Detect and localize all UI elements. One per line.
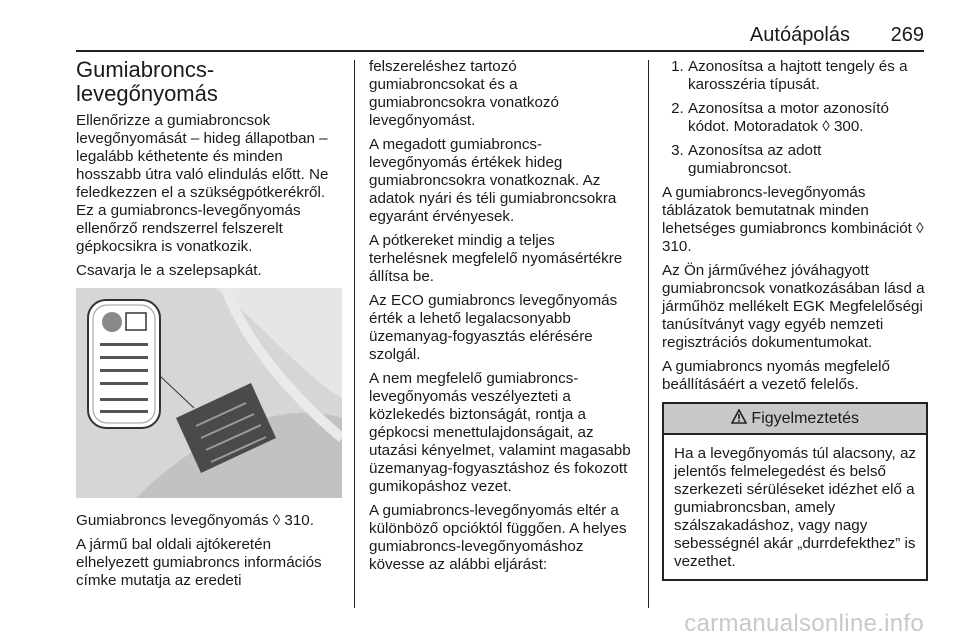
watermark: carmanualsonline.info <box>684 610 924 637</box>
paragraph: A gumiabroncs-levegőnyomás eltér a különböző opcióktól függően. A helyes gumiabroncs-levegőnyomáshoz kövesse az alábbi eljárást: <box>369 502 627 573</box>
paragraph: A nem megfelelő gumiabroncs-levegőnyomás veszélyezteti a közlekedés biztonságát, rontja a gépkocsi menettulajdonságait, az utazási kényelmet, valamint magasabb üzemanyag-fogyasztáshoz és fokozott gumikopáshoz vezet. <box>369 370 631 495</box>
paragraph: A jármű bal oldali ajtókeretén elhelyezett gumiabroncs információs címke mutatja az eredeti <box>76 536 322 589</box>
paragraph: A pótkereket mindig a teljes terhelésnek megfelelő nyomásértékre állítsa be. <box>369 232 623 285</box>
figure-caption: Gumiabroncs levegőnyomás ◊ 310. <box>76 512 314 529</box>
paragraph: Csavarja le a szelepsapkát. <box>76 262 262 279</box>
paragraph: Ellenőrizze a gumiabroncsok levegőnyomását – hideg állapotban – legalább kéthetente és minden hosszabb útra való elindulás előtt. Ne feledkezzen el a szükségpótkerékről. Ez a gumiabroncs-levegőnyomás ellenőrző rendszerrel felszerelt gépkocsikra is vonatkozik. <box>76 112 329 255</box>
paragraph: Az ECO gumiabroncs levegőnyomás érték a lehető legalacsonyabb üzemanyag-fogyasztás elérésére szolgál. <box>369 292 618 363</box>
paragraph: A gumiabroncs-levegőnyomás táblázatok bemutatnak minden lehetséges gumiabroncs kombinációt ◊ 310. <box>662 184 924 255</box>
warning-box <box>662 402 928 581</box>
step-item: 2. Azonosítsa a motor azonosító kódot. Motoradatok ◊ 300. <box>688 100 928 136</box>
step-item: 1. Azonosítsa a hajtott tengely és a karosszéria típusát. <box>688 58 928 94</box>
door-frame-illustration <box>76 288 342 498</box>
column-3 <box>662 58 928 581</box>
page-number: 269 <box>890 24 924 46</box>
paragraph: Az Ön járművéhez jóváhagyott gumiabroncsok vonatkozásában lásd a járműhöz mellékelt EGK Megfelelőségi tanúsítványt vagy egyéb nemzeti regisztrációs dokumentumokat. <box>662 262 925 351</box>
tire-pressure-label-illustration <box>76 288 342 498</box>
column-divider <box>648 60 649 608</box>
column-1 <box>76 58 342 596</box>
section-heading: Gumiabroncs- levegőnyomás <box>76 57 218 106</box>
procedure-steps <box>662 58 928 178</box>
warning-triangle-icon <box>731 409 747 424</box>
column-2 <box>369 58 634 580</box>
warning-text: Ha a levegőnyomás túl alacsony, az jelentős felmelegedést és belső szerkezeti sérüléseket idézhet elő a gumiabroncsban, amely szálszakadáshoz, vagy nagy sebességnél akár „durrdefekthez” is vezethet. <box>674 445 917 570</box>
column-divider <box>354 60 355 608</box>
paragraph: A gumiabroncs nyomás megfelelő beállításáért a vezető felelős. <box>662 358 890 393</box>
paragraph: felszereléshez tartozó gumiabroncsokat és a gumiabroncsokra vonatkozó levegőnyomást. <box>369 58 559 129</box>
page-header <box>76 24 924 52</box>
warning-header <box>664 404 926 435</box>
warning-title: Figyelmeztetés <box>751 410 860 427</box>
paragraph: A megadott gumiabroncs-levegőnyomás értékek hideg gumiabroncsokra vonatkoznak. Az adatok nyári és téli gumiabroncsokra egyaránt érvényesek. <box>369 136 617 225</box>
chapter-title: Autóápolás <box>749 24 850 46</box>
step-item: 3. Azonosítsa az adott gumiabroncsot. <box>688 142 928 178</box>
